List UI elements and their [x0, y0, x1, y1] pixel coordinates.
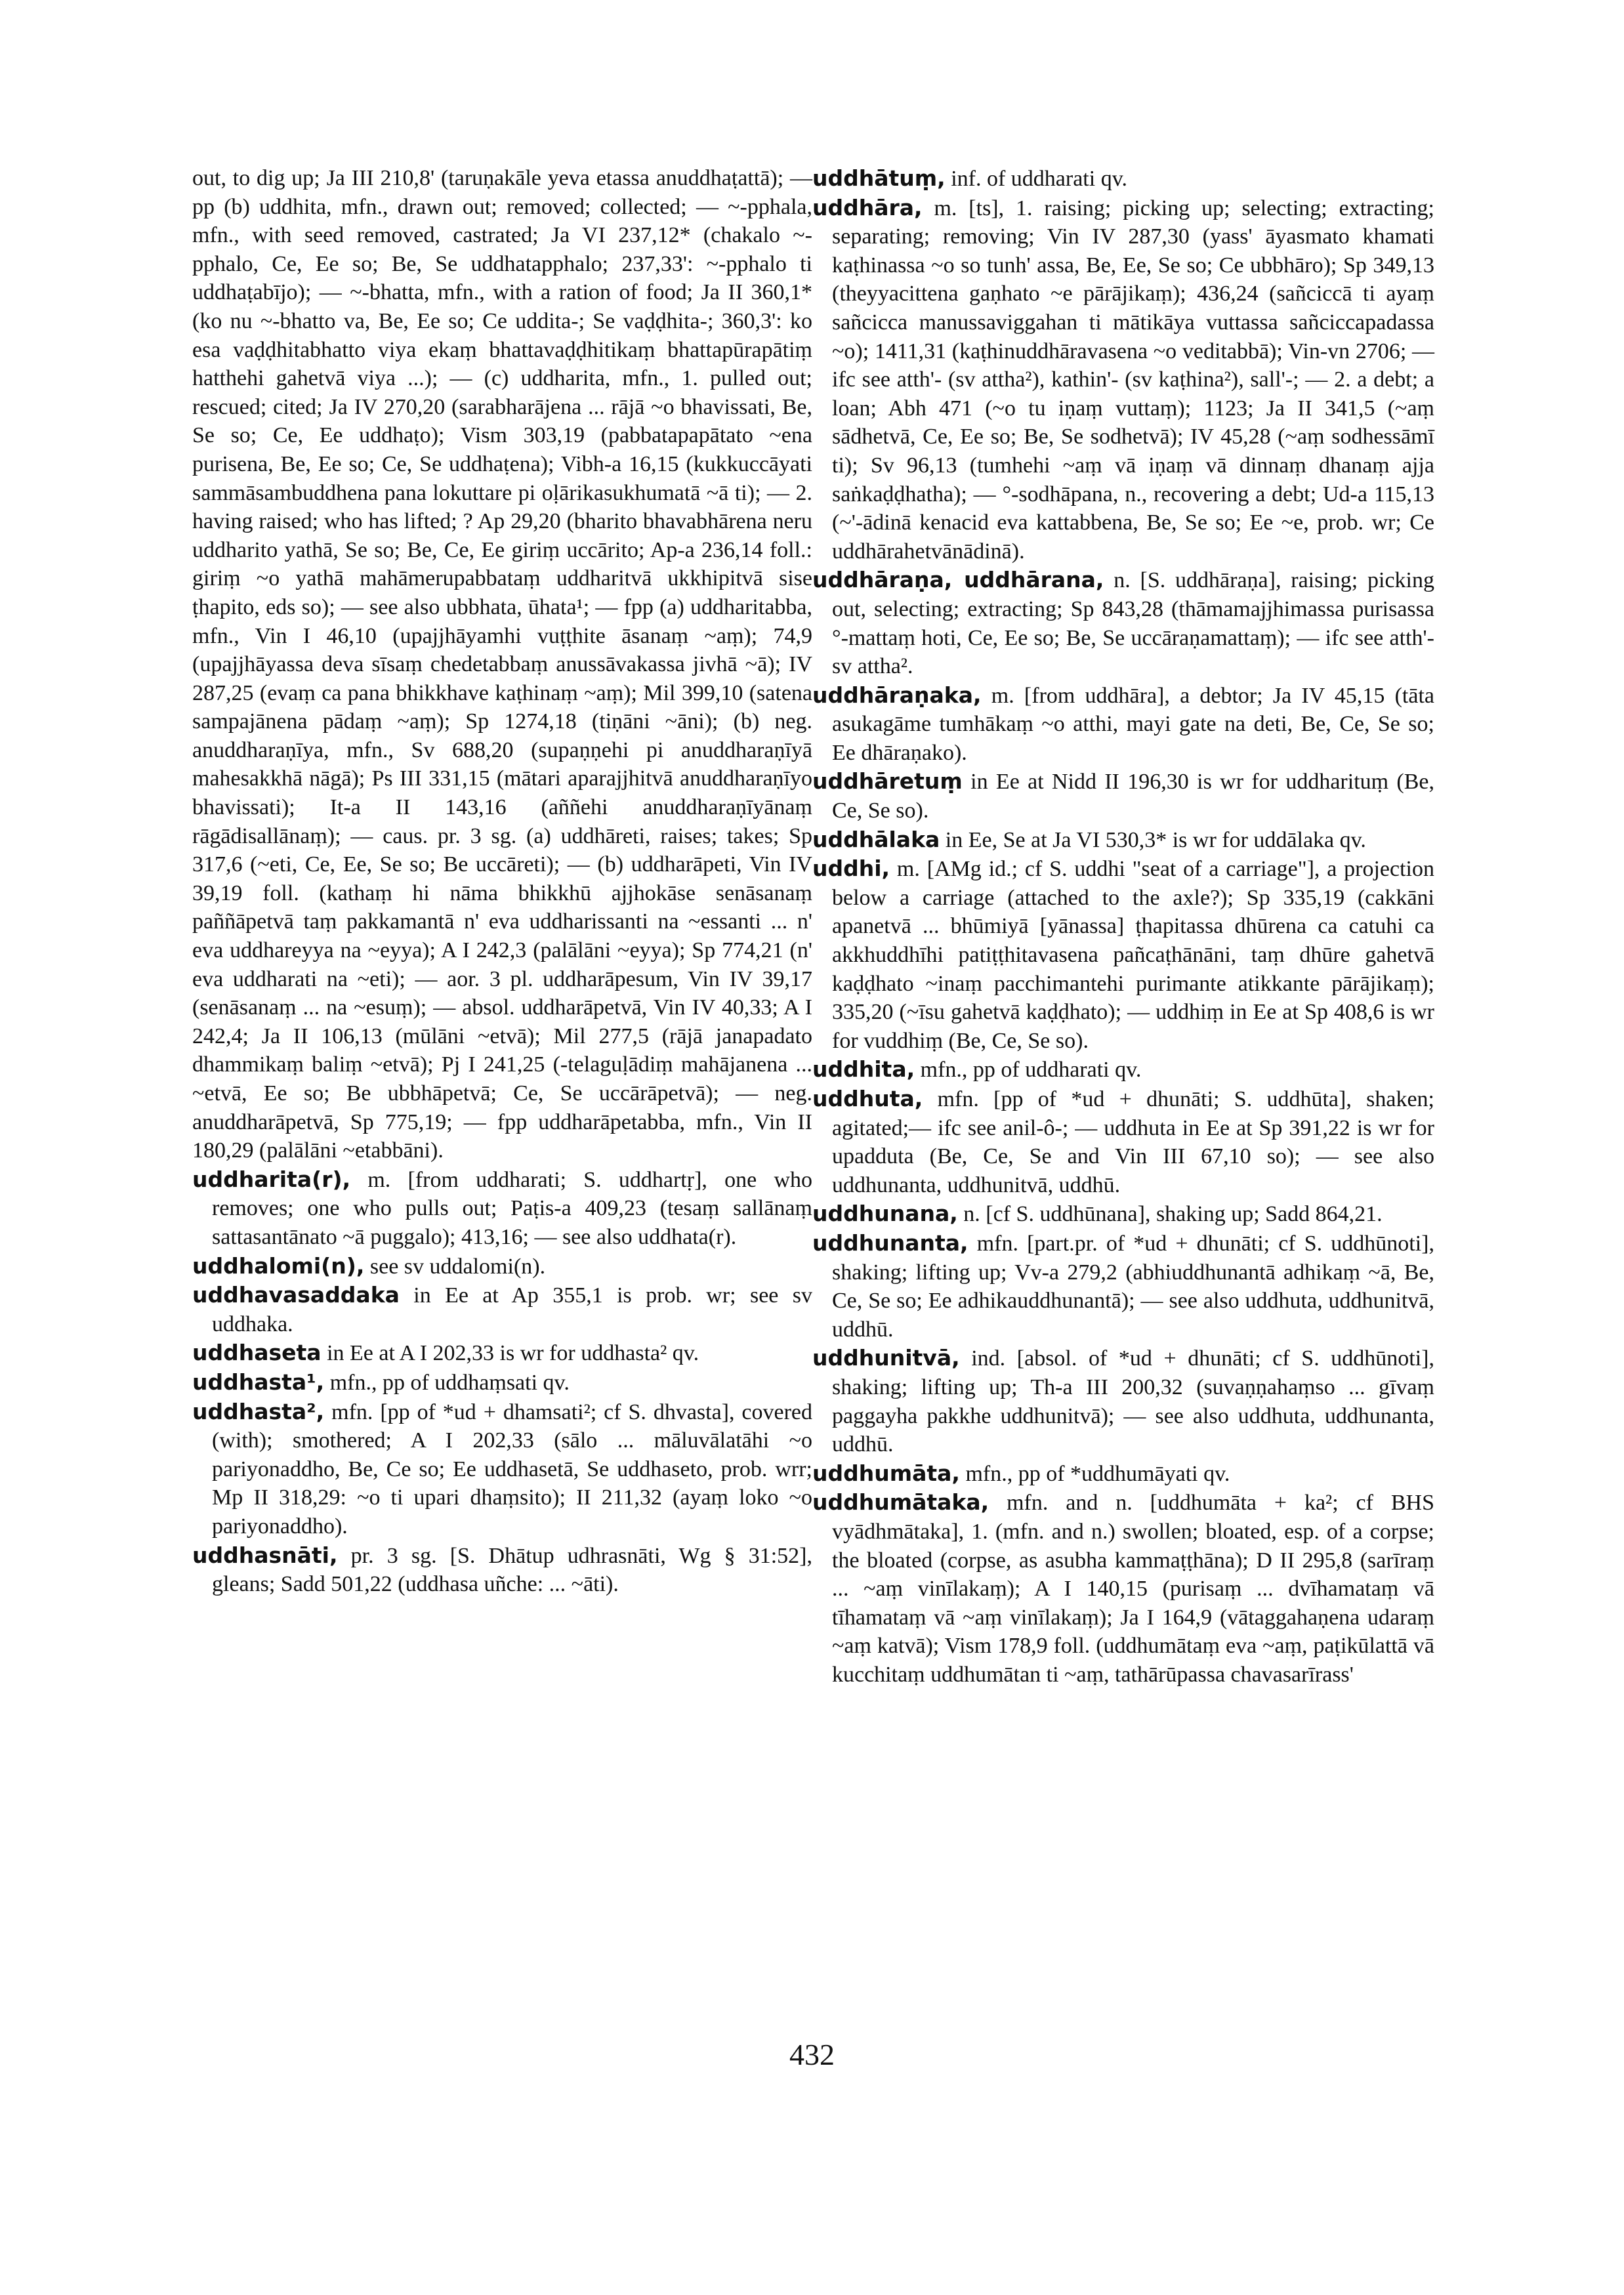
entry-headword: uddhalomi(n), [192, 1252, 365, 1279]
entry-text: mfn. [part.pr. of *ud + dhunāti; cf S. uddhūnoti], shaking; lifting up; Vv-a 279,2 (abhiuddhunantā adhikaṃ ~ā, Be, Ce, Se so; Ee adhikauddhunantā); — see also uddhuta, uddhunitvā, uddhū. [832, 1231, 1434, 1342]
dictionary-entry [812, 1344, 1434, 1458]
entry-headword: uddhasta², [192, 1398, 325, 1424]
entry-text: see sv uddalomi(n). [369, 1254, 546, 1279]
dictionary-entry [812, 1459, 1434, 1489]
entry-text: mfn., pp of uddharati qv. [920, 1058, 1142, 1083]
entry-text: mfn. [pp of *ud + dhamsati²; cf S. dhvasta], covered (with); smothered; A I 202,33 (sālo ... māluvālatāhi ~o pariyonaddho, Be, Ce so; Ee uddhasetā, Se uddhaseto, prob. wrr; Mp II 318,29: ~o ti upari dhaṃsito); II 211,32 (ayaṃ loko ~o pariyonaddho). [212, 1399, 813, 1539]
page-number: 432 [789, 2038, 835, 2071]
entry-headword: uddhunana, [812, 1201, 958, 1227]
entry-text: mfn. [pp of *ud + dhunāti; S. uddhūta], shaken; agitated;— ifc see anil-ô-; — uddhuta in Ee at Sp 391,22 is wr for upadduta (Be, Ce, Se and Vin III 67,10 so); — see also uddhunanta, uddhunitvā, uddhū. [832, 1087, 1434, 1197]
entry-text: ind. [absol. of *ud + dhunāti; cf S. uddhūnoti], shaking; lifting up; Th-a III 200,32 (suvaṇṇahaṃso ... gīvaṃ paggayha pakkhe uddhunitvā); — see also uddhuta, uddhunanta, uddhū. [832, 1346, 1434, 1457]
entry-text: in Ee, Se at Ja VI 530,3* is wr for uddālaka qv. [945, 827, 1366, 852]
entry-text: inf. of uddharati qv. [951, 167, 1127, 191]
entry-text: mfn., pp of *uddhumāyati qv. [965, 1461, 1230, 1486]
dictionary-entry [812, 164, 1434, 194]
dictionary-entry [192, 1397, 812, 1541]
dictionary-entry [192, 1368, 812, 1397]
entry-text: n. [S. uddhāraṇa], raising; picking out, selecting; extracting; Sp 843,28 (thāmamajjhimassa purisassa °-mattaṃ hoti, Ce, Ee so; Be, Se uccāraṇamattaṃ); — ifc see atth'- sv attha². [832, 568, 1435, 679]
dictionary-entry [812, 1229, 1434, 1344]
entry-headword: uddhālaka [812, 826, 940, 852]
entry-headword: uddhāraṇa, uddhārana, [812, 567, 1104, 593]
dictionary-entry [192, 1252, 812, 1281]
entry-headword: uddhumāta, [812, 1460, 960, 1486]
entry-text: in Ee at A I 202,33 is wr for uddhasta² qv. [327, 1341, 699, 1366]
entry-text: m. [ts], 1. raising; picking up; selecting; extracting; separating; removing; Vin IV 287,30 (yass' āyasmato khamati kaṭhinassa ~o so tunh' assa, Be, Ee, Se so; Ce ubbhāro); Sp 349,13 (theyyacittena gaṇhato ~e pārājikaṃ); 436,24 (sañciccā ti ayaṃ sañcicca manussaviggahan ti mātikāya vuttassa sañciccapadassa ~o); 1411,31 (kaṭhinuddhāravasena ~o veditabbā); Vin-vn 2706; — ifc see atth'- (sv attha²), kathin'- (sv kaṭhina²), sall'-; — 2. a debt; a loan; Abh 471 (~o tu iṇaṃ vuttaṃ); 1123; Ja II 341,5 (~aṃ sādhetvā, Ce, Ee so; Be, Se sodhetvā); IV 45,28 (~aṃ sodhessāmī ti); Sv 96,13 (tumhehi ~aṃ vā iṇaṃ vā dinnaṃ dhanaṃ ajja saṅkaḍḍhatha); — °-sodhāpana, n., recovering a debt; Ud-a 115,13 (~'-ādinā kenacid eva kattabbena, Be, Se so; Ee ~e, prob. wr; Ce uddhārahetvānādinā). [832, 196, 1434, 564]
left-column [192, 164, 812, 1599]
entry-headword: uddhasta¹, [192, 1369, 325, 1395]
dictionary-entry [812, 1085, 1434, 1199]
entry-headword: uddhātuṃ, [812, 165, 946, 191]
entry-headword: uddhita, [812, 1056, 915, 1083]
entry-headword: uddharita(r), [192, 1166, 351, 1192]
dictionary-entry [812, 767, 1434, 825]
dictionary-entry [192, 1541, 812, 1599]
entry-text: in Ee at Ap 355,1 is prob. wr; see sv uddhaka. [212, 1283, 812, 1336]
entry-headword: uddhunitvā, [812, 1345, 960, 1371]
dictionary-entry [812, 194, 1434, 566]
dictionary-entry [192, 1165, 812, 1252]
dictionary-entry [812, 1199, 1434, 1229]
entry-text: in Ee at Nidd II 196,30 is wr for uddharituṃ (Be, Ce, Se so). [832, 770, 1435, 823]
entry-text: m. [AMg id.; cf S. uddhi "seat of a carriage"], a projection below a carriage (attached to the axle?); Sp 335,19 (cakkāni apanetvā ... bhūmiyā [yānassa] ṭhapitassa dhūrena ca catuhi ca akkhuddhīhi patiṭṭhitavasena pañcaṭhānāni, taṃ dhūre gahetvā kaḍḍhato ~inaṃ pacchimantehi purimante atikkante pārājikaṃ); 335,20 (~īsu gahetvā kaḍḍhato); — uddhiṃ in Ee at Sp 408,6 is wr for vuddhiṃ (Be, Ce, Se so). [832, 857, 1435, 1053]
dictionary-entry [812, 825, 1434, 855]
entry-headword: uddhi, [812, 856, 890, 882]
entry-text: pr. 3 sg. [S. Dhātup udhrasnāti, Wg § 31:52], gleans; Sadd 501,22 (uddhasa uñche: ... ~āti). [212, 1543, 813, 1597]
entry-headword: uddhaseta [192, 1340, 322, 1366]
dictionary-entry [812, 681, 1434, 768]
dictionary-entry [192, 1338, 812, 1368]
entry-headword: uddhāra, [812, 194, 923, 220]
dictionary-entry [812, 854, 1434, 1055]
entry-headword: uddhuta, [812, 1086, 923, 1111]
entry-headword: uddhāraṇaka, [812, 682, 982, 708]
entry-headword: uddhāretuṃ [812, 768, 963, 795]
dictionary-entry [812, 566, 1434, 680]
entry-text: m. [from uddhāra], a debtor; Ja IV 45,15 (tāta asukagāme tumhākaṃ ~o atthi, mayi gate na deti, Be, Ce, Se so; Ee dhāraṇako). [832, 683, 1435, 765]
entry-headword: uddhunanta, [812, 1230, 968, 1256]
dictionary-entry [812, 1055, 1434, 1085]
entry-text: n. [cf S. uddhūnana], shaking up; Sadd 864,21. [963, 1202, 1383, 1227]
entry-headword: uddhasnāti, [192, 1542, 338, 1568]
entry-text: m. [from uddharati; S. uddhartṛ], one who removes; one who pulls out; Paṭis-a 409,23 (tesaṃ sallānaṃ sattasantānato ~ā puggalo); 413,16; — see also uddhata(r). [212, 1167, 812, 1249]
dictionary-entry [192, 164, 812, 1165]
entry-text: mfn., pp of uddhaṃsati qv. [329, 1370, 570, 1395]
dictionary-entry [192, 1281, 812, 1338]
entry-headword: uddhavasaddaka [192, 1282, 400, 1308]
right-column [812, 164, 1434, 1689]
entry-headword: uddhumātaka, [812, 1489, 989, 1516]
entry-text: out, to dig up; Ja III 210,8' (taruṇakāle yeva etassa anuddhaṭattā); — pp (b) uddhita, mfn., drawn out; removed; collected; — ~-pphala, mfn., with seed removed, castrated; Ja VI 237,12* (chakalo ~-pphalo, Ce, Ee so; Be, Se uddhatapphalo; 237,33': ~-pphalo ti uddhaṭabījo); — ~-bhatta, mfn., with a ration of food; Ja II 360,1* (ko nu ~-bhatto va, Be, Ee so; Ce uddita-; Se vaḍḍhita-; 360,3': ko esa vaḍḍhitabhatto viya ekaṃ bhattavaḍḍhitikaṃ bhattapūrapātiṃ hatthehi gahetvā viya ...); — (c) uddharita, mfn., 1. pulled out; rescued; cited; Ja IV 270,20 (sarabharājena ... rājā ~o bhavissati, Be, Se so; Ce, Ee uddhaṭo); Vism 303,19 (pabbatapapātato ~ena purisena, Be, Ee so; Ce, Se uddhaṭena); Vibh-a 16,15 (kukkuccāyati sammāsambuddhena pana lokuttare pi oḷārikasukhumatā ~ā ti); — 2. having raised; who has lifted; ? Ap 29,20 (bharito bhavabhārena neru uddharito yathā, Se so; Be, Ce, Ee giriṃ uccārito; Ap-a 236,14 foll.: giriṃ ~o yathā mahāmerupabbataṃ uddharitvā ukkhipitvā sise ṭhapito, eds so); — see also ubbhata, ūhata¹; — fpp (a) uddharitabba, mfn., Vin I 46,10 (upajjhāyamhi vuṭṭhite āsanaṃ ~aṃ); 74,9 (upajjhāyassa deva sīsaṃ chedetabbaṃ anussāvakassa jivhā ~ā); IV 287,25 (evaṃ ca pana bhikkhave kaṭhinaṃ ~aṃ); Mil 399,10 (satena sampajānena pādaṃ ~aṃ); Sp 1274,18 (tiṇāni ~āni); (b) neg. anuddharaṇīya, mfn., Sv 688,20 (supaṇṇehi pi anuddharaṇīyā mahesakkhā nāgā); Ps III 331,15 (mātari aparajjhitvā anuddharaṇīyo bhavissati); It-a II 143,16 (aññehi anuddharaṇīyānaṃ rāgādisallānaṃ); — caus. pr. 3 sg. (a) uddhāreti, raises; takes; Sp 317,6 (~eti, Ce, Ee, Se so; Be uccāreti); — (b) uddharāpeti, Vin IV 39,19 foll. (kathaṃ hi nāma bhikkhū ajjhokāse senāsanaṃ paññāpetvā taṃ pakkamantā n' eva uddharissanti na ~essanti ... n' eva uddhareyya na ~eyya); A I 242,3 (palālāni ~eyya); Sp 774,21 (n' eva uddharati na ~eti); — aor. 3 pl. uddharāpesum, Vin IV 39,17 (senāsanaṃ ... na ~esuṃ); — absol. uddharāpetvā, Vin IV 40,33; A I 242,4; Ja II 106,13 (mūlāni ~etvā); Mil 277,5 (rājā janapadato dhammikaṃ baliṃ ~etvā); Pj I 241,25 (-telaguḷādiṃ mahājanena ... ~etvā, Ee so; Be ubbhāpetvā; Ce, Se uccārāpetvā); — neg. anuddharāpetvā, Sp 775,19; — fpp uddharāpetabba, mfn., Vin II 180,29 (palālāni ~etabbāni). [192, 166, 812, 1163]
dictionary-entry [812, 1488, 1434, 1689]
entry-text: mfn. and n. [uddhumāta + ka²; cf BHS vyādhmātaka], 1. (mfn. and n.) swollen; bloated, esp. of a corpse; the bloated (corpse, as asubha kammaṭṭhāna); D II 295,8 (sarīraṃ ... ~aṃ vinīlakaṃ); A I 140,15 (purisaṃ ... dvīhamataṃ vā tīhamataṃ vā ~aṃ vinīlakaṃ); Ja I 164,9 (vātaggahaṇena udaraṃ ~aṃ katvā); Vism 178,9 foll. (uddhumātaṃ eva ~aṃ, paṭikūlattā vā kucchitaṃ uddhumātan ti ~aṃ, tathārūpassa chavasarīrass' [832, 1491, 1434, 1687]
